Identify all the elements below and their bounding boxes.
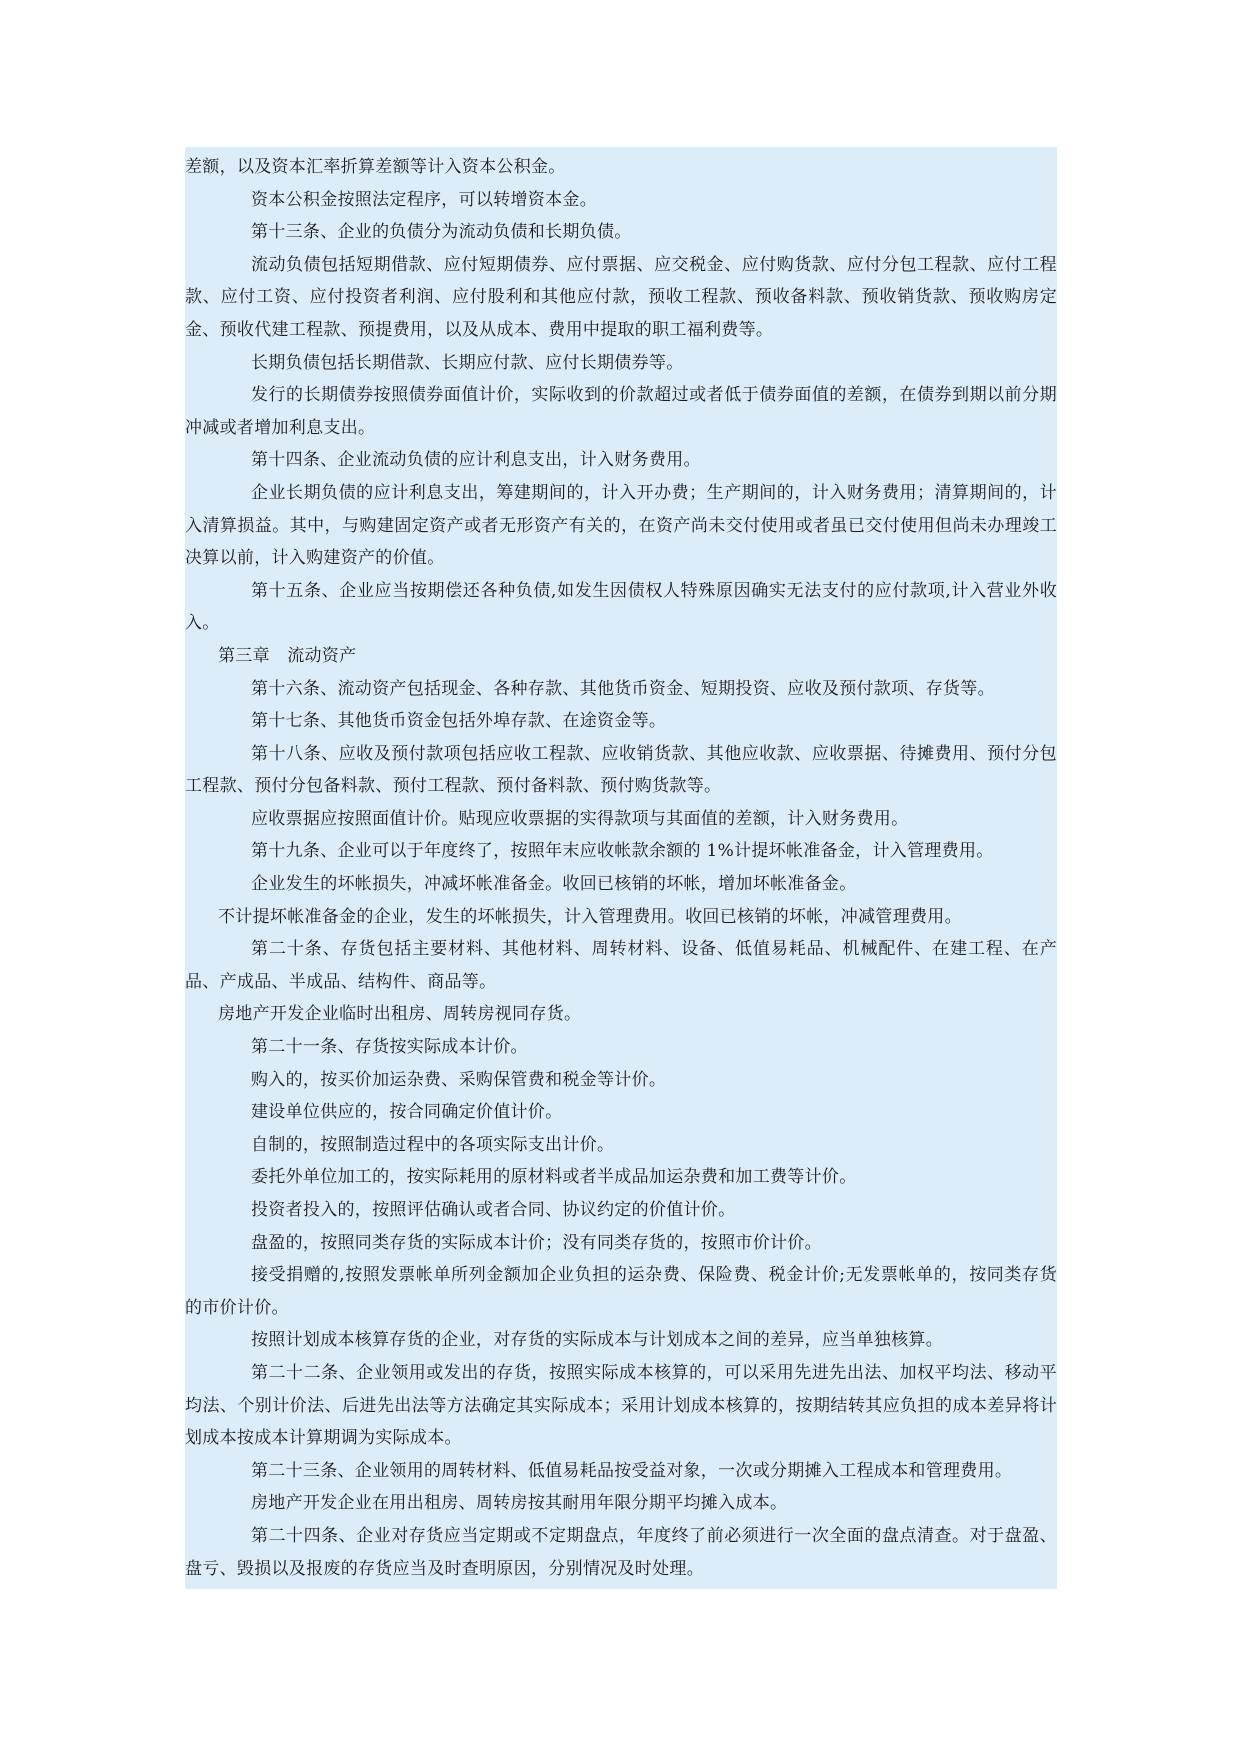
document-paragraph: 第二十一条、存货按实际成本计价。	[251, 1037, 528, 1058]
document-paragraph: 接受捐赠的,按照发票帐单所列金额加企业负担的运杂费、保险费、税金计价;无发票帐单的，按同类存货的市价计价。	[185, 1265, 1057, 1318]
document-paragraph: 自制的，按照制造过程中的各项实际支出计价。	[251, 1134, 615, 1155]
document-paragraph: 按照计划成本核算存货的企业，对存货的实际成本与计划成本之间的差异，应当单独核算。	[251, 1330, 943, 1351]
document-paragraph: 不计提坏帐准备金的企业，发生的坏帐损失，计入管理费用。收回已核销的坏帐，冲减管理费用。	[218, 906, 962, 927]
document-paragraph: 第十九条、企业可以于年度终了，按照年末应收帐款余额的 1%计提坏帐准备金，计入管理费用。	[251, 841, 994, 862]
document-paragraph: 流动负债包括短期借款、应付短期债券、应付票据、应交税金、应付购货款、应付分包工程款、应付工程款、应付工资、应付投资者利润、应付股利和其他应付款，预收工程款、预收备料款、预收销货款、预收购房定金、预收代建工程款、预提费用，以及从成本、费用中提取的职工福利费等。	[185, 254, 1057, 340]
document-paragraph: 投资者投入的，按照评估确认或者合同、协议约定的价值计价。	[251, 1200, 736, 1220]
document-paragraph: 第二十四条、企业对存货应当定期或不定期盘点，年度终了前必须进行一次全面的盘点清查。对于盘盈、盘亏、毁损以及报废的存货应当及时查明原因，分别情况及时处理。	[185, 1525, 1057, 1579]
document-paragraph: 建设单位供应的，按合同确定价值计价。	[251, 1102, 563, 1123]
document-paragraph: 第十五条、企业应当按期偿还各种负债,如发生因债权人特殊原因确实无法支付的应付款项,计入营业外收入。	[185, 580, 1057, 634]
document-paragraph: 购入的，按买价加运杂费、采购保管费和税金等计价。	[251, 1069, 667, 1090]
document-paragraph: 企业发生的坏帐损失，冲减坏帐准备金。收回已核销的坏帐，增加坏帐准备金。	[251, 874, 857, 895]
document-paragraph: 盘盈的，按照同类存货的实际成本计价；没有同类存货的，按照市价计价。	[251, 1232, 822, 1253]
document-paragraph: 第十七条、其他货币资金包括外埠存款、在途资金等。	[251, 711, 667, 732]
document-paragraph: 差额，以及资本汇率折算差额等计入资本公积金。	[185, 157, 566, 177]
document-paragraph: 资本公积金按照法定程序，可以转增资本金。	[251, 189, 597, 210]
document-paragraph: 第十八条、应收及预付款项包括应收工程款、应收销货款、其他应收款、应收票据、待摊费用、预付分包工程款、预付分包备料款、预付工程款、预付备料款、预付购货款等。	[185, 743, 1057, 797]
document-paragraph: 第二十三条、企业领用的周转材料、低值易耗品按受益对象，一次或分期摊入工程成本和管理费用。	[251, 1460, 1013, 1481]
document-paragraph: 委托外单位加工的，按实际耗用的原材料或者半成品加运杂费和加工费等计价。	[251, 1167, 857, 1188]
document-paragraph: 房地产开发企业在用出租房、周转房按其耐用年限分期平均摊入成本。	[251, 1493, 788, 1514]
chapter-heading: 第三章 流动资产	[218, 645, 357, 666]
document-paragraph: 第二十条、存货包括主要材料、其他材料、周转材料、设备、低值易耗品、机械配件、在建工程、在产品、产成品、半成品、结构件、商品等。	[185, 939, 1057, 992]
document-paragraph: 第二十二条、企业领用或发出的存货，按照实际成本核算的，可以采用先进先出法、加权平均法、移动平均法、个别计价法、后进先出法等方法确定其实际成本；采用计划成本核算的，按期结转其应负担的成本差异将计划成本按成本计算期调为实际成本。	[185, 1362, 1057, 1449]
document-paragraph: 第十三条、企业的负债分为流动负债和长期负债。	[251, 222, 632, 243]
document-paragraph: 第十六条、流动资产包括现金、各种存款、其他货币资金、短期投资、应收及预付款项、存货等。	[251, 678, 995, 699]
document-paragraph: 发行的长期债券按照债券面值计价，实际收到的价款超过或者低于债券面值的差额，在债券到期以前分期冲减或者增加利息支出。	[185, 385, 1057, 438]
document-paragraph: 第十四条、企业流动负债的应计利息支出，计入财务费用。	[251, 450, 701, 471]
document-paragraph: 房地产开发企业临时出租房、周转房视同存货。	[218, 1004, 582, 1025]
document-paragraph: 长期负债包括长期借款、长期应付款、应付长期债券等。	[251, 352, 684, 373]
document-paragraph: 企业长期负债的应计利息支出，筹建期间的，计入开办费；生产期间的，计入财务费用；清算期间的，计入清算损益。其中，与购建固定资产或者无形资产有关的，在资产尚未交付使用或者虽已交付使用但尚未办理竣工决算以前，计入购建资产的价值。	[185, 482, 1057, 569]
highlighted-text-block	[185, 147, 1057, 1589]
document-paragraph: 应收票据应按照面值计价。贴现应收票据的实得款项与其面值的差额，计入财务费用。	[251, 808, 909, 829]
